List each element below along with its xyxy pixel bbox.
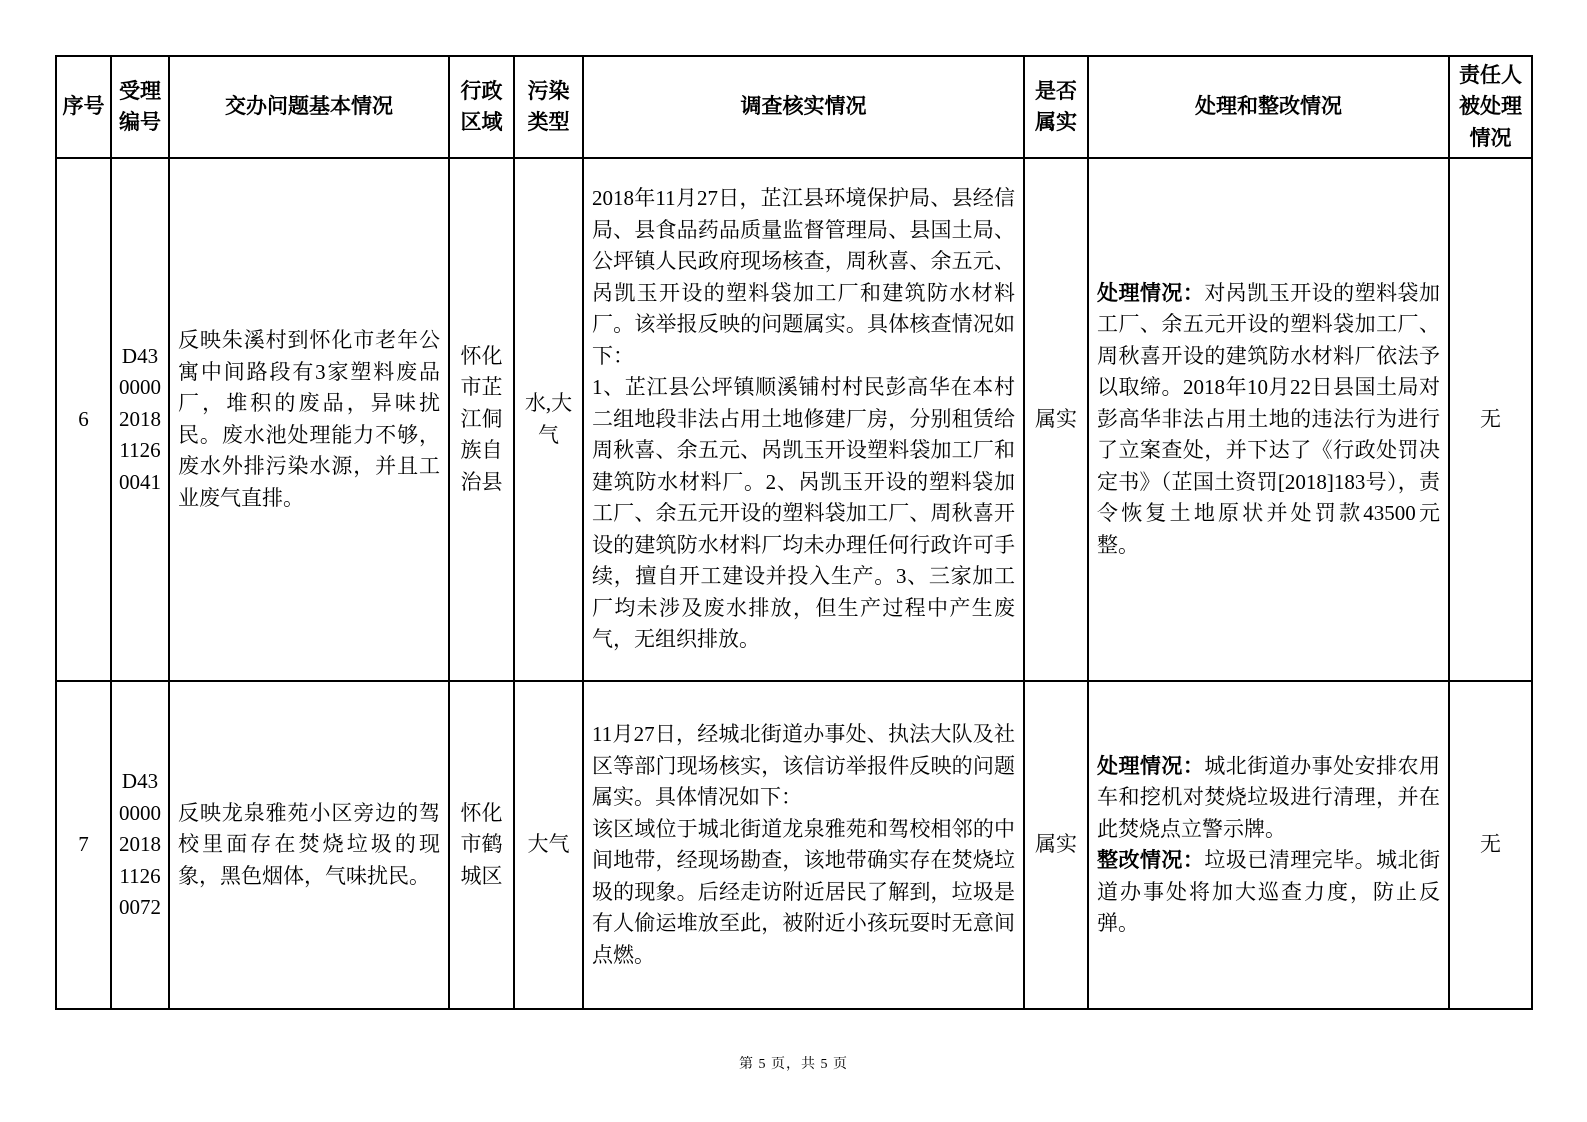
- header-responsible: 责任人被处理情况: [1449, 56, 1532, 158]
- table-header-row: [56, 56, 1532, 158]
- rectification-label: 整改情况：: [1097, 848, 1205, 872]
- handling-text: 城北街道办事处安排农用车和挖机对焚烧垃圾进行清理，并在此焚烧点立警示牌。: [1097, 753, 1441, 841]
- handling-label: 处理情况：: [1097, 753, 1205, 778]
- header-seq: 序号: [56, 56, 111, 158]
- cell-region: 怀化市芷江侗族自治县: [449, 158, 514, 681]
- cell-pollution-type: 大气: [514, 681, 583, 1009]
- handling-paragraph: [1097, 751, 1440, 846]
- cell-investigation: [583, 681, 1024, 1009]
- cell-seq: 7: [56, 681, 111, 1009]
- header-verified: 是否属实: [1024, 56, 1088, 158]
- table-row: [56, 681, 1532, 1009]
- cell-investigation: [583, 158, 1024, 681]
- investigation-paragraph: 11月27日，经城北街道办事处、执法大队及社区等部门现场核实，该信访举报件反映的问题属实。具体情况如下：: [592, 722, 1015, 809]
- handling-label: 处理情况：: [1097, 280, 1205, 305]
- cell-responsible: 无: [1449, 681, 1532, 1009]
- cell-handling: [1088, 681, 1449, 1009]
- table-row: [56, 158, 1532, 681]
- investigation-paragraph: 2018年11月27日，芷江县环境保护局、县经信局、县食品药品质量监督管理局、县国土局、公坪镇人民政府现场核查，周秋喜、余五元、呙凯玉开设的塑料袋加工厂和建筑防水材料厂。该举报反映的问题属实。具体核查情况如下：: [592, 186, 1015, 368]
- cell-problem: 反映龙泉雅苑小区旁边的驾校里面存在焚烧垃圾的现象，黑色烟体，气味扰民。: [169, 681, 449, 1009]
- header-problem: 交办问题基本情况: [169, 56, 449, 158]
- cell-case-id: D430000201811260072: [111, 681, 169, 1009]
- header-pollution-type: 污染类型: [514, 56, 583, 158]
- complaints-table: [55, 55, 1533, 1010]
- header-region: 行政区域: [449, 56, 514, 158]
- header-case-id: 受理编号: [111, 56, 169, 158]
- cell-verified: 属实: [1024, 681, 1088, 1009]
- cell-case-id: D430000201811260041: [111, 158, 169, 681]
- header-investigation: 调查核实情况: [583, 56, 1024, 158]
- cell-responsible: 无: [1449, 158, 1532, 681]
- investigation-paragraph: 该区域位于城北街道龙泉雅苑和驾校相邻的中间地带，经现场勘查，该地带确实存在焚烧垃圾的现象。后经走访附近居民了解到，垃圾是有人偷运堆放至此，被附近小孩玩耍时无意间点燃。: [592, 816, 1015, 967]
- cell-verified: 属实: [1024, 158, 1088, 681]
- cell-seq: 6: [56, 158, 111, 681]
- page-number-footer: 第 5 页，共 5 页: [739, 1057, 848, 1072]
- cell-problem: 反映朱溪村到怀化市老年公寓中间路段有3家塑料废品厂，堆积的废品，异味扰民。废水池处理能力不够，废水外排污染水源，并且工业废气直排。: [169, 158, 449, 681]
- cell-handling: [1088, 158, 1449, 681]
- cell-region: 怀化市鹤城区: [449, 681, 514, 1009]
- cell-pollution-type: 水,大气: [514, 158, 583, 681]
- handling-text: 对呙凯玉开设的塑料袋加工厂、余五元开设的塑料袋加工厂、周秋喜开设的建筑防水材料厂依法予以取缔。2018年10月22日县国土局对彭高华非法占用土地的违法行为进行了立案查处，并下达了《行政处罚决定书》（芷国土资罚[2018]183号），责令恢复土地原状并处罚款43500元整。: [1097, 280, 1441, 557]
- rectification-text: 垃圾已清理完毕。城北街道办事处将加大巡查力度，防止反弹。: [1097, 848, 1441, 935]
- investigation-paragraph: 1、芷江县公坪镇顺溪铺村村民彭高华在本村二组地段非法占用土地修建厂房，分别租赁给周秋喜、余五元、呙凯玉开设塑料袋加工厂和建筑防水材料厂。2、呙凯玉开设的塑料袋加工厂、余五元开设的塑料袋加工厂、周秋喜开设的建筑防水材料厂均未办理任何行政许可手续，擅自开工建设并投入生产。3、三家加工厂均未涉及废水排放，但生产过程中产生废气，无组织排放。: [592, 375, 1015, 652]
- handling-paragraph: [1097, 278, 1440, 562]
- handling-paragraph: [1097, 845, 1440, 940]
- header-handling: 处理和整改情况: [1088, 56, 1449, 158]
